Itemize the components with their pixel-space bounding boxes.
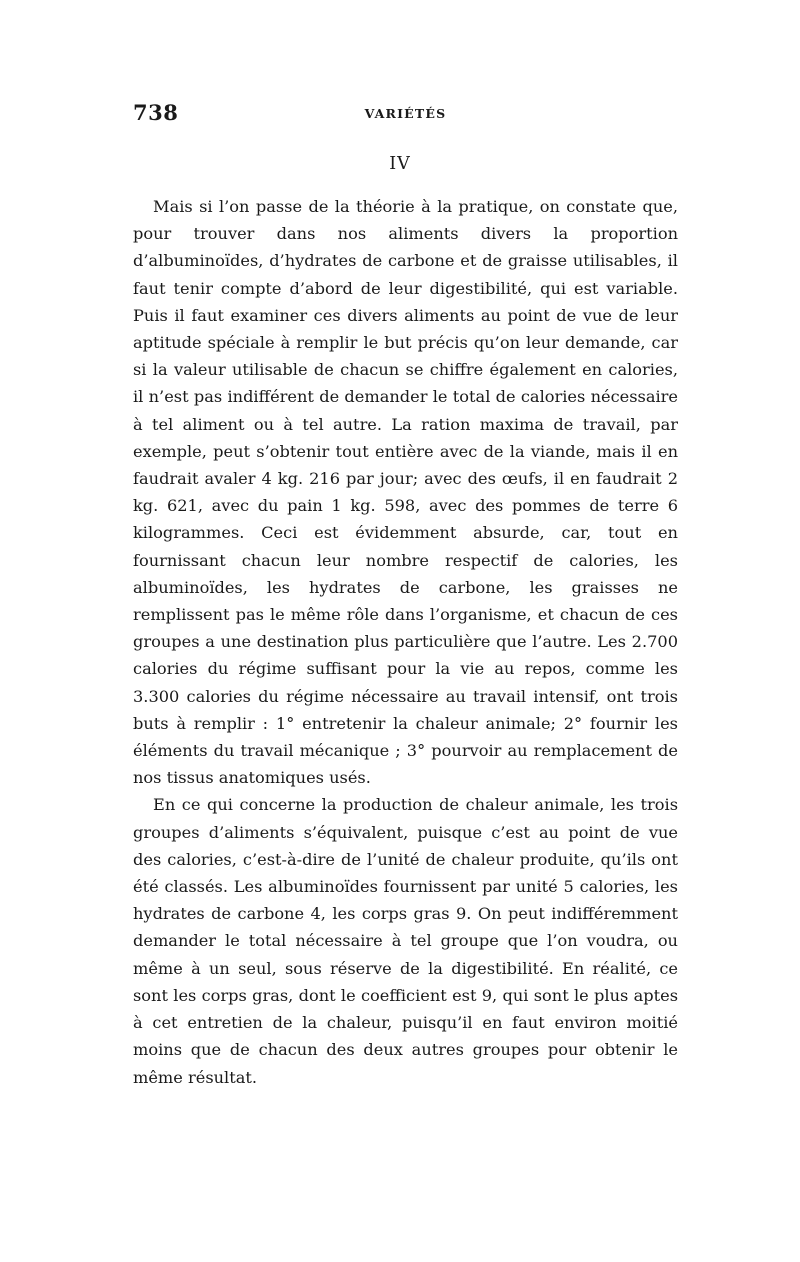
section-number: IV <box>389 154 411 174</box>
running-head <box>133 100 678 128</box>
paragraph-2: En ce qui concerne la production de chaleur animale, les trois groupes d’aliments s’équivalent, puisque c’est au point de vue des calories, c’est-à-dire de l’unité de chaleur produite, qu’ils ont été classés. Les albuminoïdes fournissent par unité 5 calories, les hydrates de carbone 4, les corps gras 9. On peut indifféremment demander le total nécessaire à tel groupe que l’on voudra, ou même à un seul, sous réserve de la digestibilité. En réalité, ce sont les corps gras, dont le coefficient est 9, qui sont le plus aptes à cet entretien de la chaleur, puisqu’il en faut environ moitié moins que de chacun des deux autres groupes pour obtenir le même résultat. <box>133 795 678 1087</box>
body-text <box>133 193 678 1091</box>
page-number: 738 <box>133 100 179 125</box>
running-title: VARIÉTÉS <box>364 106 447 121</box>
paragraph-1: Mais si l’on passe de la théorie à la pratique, on constate que, pour trouver dans nos aliments divers la proportion d’albuminoïdes, d’hydrates de carbone et de graisse utilisables, il faut tenir compte d’abord de leur digestibilité, qui est variable. Puis il faut examiner ces divers aliments au point de vue de leur aptitude spéciale à remplir le but précis qu’on leur demande, car si la valeur utilisable de chacun se chiffre également en calories, il n’est pas indifférent de demander le total de calories nécessaire à tel aliment ou à tel autre. La ration maxima de travail, par exemple, peut s’obtenir tout entière avec de la viande, mais il en faudrait avaler 4 kg. 216 par jour; avec des œufs, il en faudrait 2 kg. 621, avec du pain 1 kg. 598, avec des pommes de terre 6 kilogrammes. Ceci est évidemment absurde, car, tout en fournissant chacun leur nombre respectif de calories, les albuminoïdes, les hydrates de carbone, les graisses ne remplissent pas le même rôle dans l’organisme, et chacun de ces groupes a une destination plus particulière que l’autre. Les 2.700 calories du régime suffisant pour la vie au repos, comme les 3.300 calories du régime nécessaire au travail intensif, ont trois buts à remplir : 1° entretenir la chaleur animale; 2° fournir les éléments du travail mécanique ; 3° pourvoir au remplacement de nos tissus anatomiques usés. <box>133 197 678 788</box>
